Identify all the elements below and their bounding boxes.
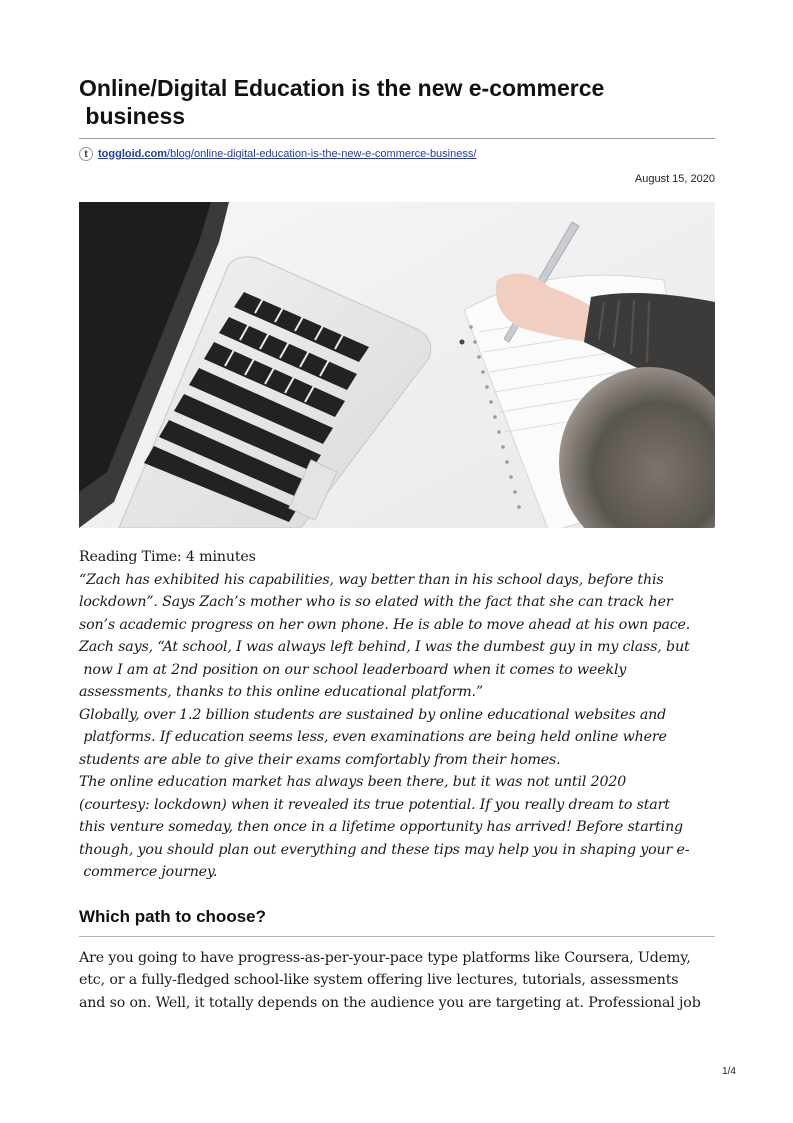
body-line: now I am at 2nd position on our school leaderboard when it comes to weekly [79,661,627,678]
publish-date: August 15, 2020 [634,173,715,185]
body-line: though, you should plan out everything and these tips may help you in shaping your e- [79,841,690,858]
section-line: Are you going to have progress-as-per-your-pace type platforms like Coursera, Udemy, [79,949,691,966]
body-line: (courtesy: lockdown) when it revealed its true potential. If you really dream to start [79,796,670,813]
site-favicon-icon: t [79,147,93,161]
section-line: and so on. Well, it totally depends on the audience you are targeting at. Professional job [79,994,701,1011]
title-line-1: Online/Digital Education is the new e-commerce [79,75,605,101]
page-title [79,74,715,130]
body-line: this venture someday, then once in a lifetime opportunity has arrived! Before starting [79,819,683,835]
body-line: commerce journey. [79,864,218,880]
section-line: etc, or a fully-fledged school-like system offering live lectures, tutorials, assessments [79,972,679,988]
laptop-notebook-photo-icon [79,202,715,528]
reading-time [79,546,715,569]
intro-paragraphs [79,569,715,884]
body-line: Zach says, “At school, I was always left behind, I was the dumbest guy in my class, but [79,639,690,655]
title-divider [79,138,715,139]
section-body [79,947,715,1015]
article-body [79,546,715,884]
body-line: Globally, over 1.2 billion students are sustained by online educational websites and [79,706,667,723]
title-line-2: business [79,103,186,129]
source-link[interactable] [79,146,715,162]
article [79,74,715,1014]
hero-image [79,202,715,528]
section-divider [79,936,715,937]
body-line: lockdown”. Says Zach’s mother who is so elated with the fact that she can track her [79,594,673,610]
source-path-link[interactable]: /blog/online-digital-education-is-the-new-e-commerce-business/ [167,148,477,160]
page-number: 1/4 [722,1066,736,1077]
body-line: son’s academic progress on her own phone. He is able to move ahead at his own pace. [79,616,691,633]
body-line: assessments, thanks to this online educational platform.” [79,684,483,700]
source-domain-link[interactable]: toggloid.com [98,148,168,160]
body-line: “Zach has exhibited his capabilities, way better than in his school days, before this [79,571,664,588]
body-line: students are able to give their exams comfortably from their homes. [79,751,561,768]
section-heading: Which path to choose? [79,906,266,926]
body-line: platforms. If education seems less, even examinations are being held online where [79,729,667,745]
reading-time-text: Reading Time: 4 minutes [79,549,256,565]
body-line: The online education market has always been there, but it was not until 2020 [79,774,627,790]
